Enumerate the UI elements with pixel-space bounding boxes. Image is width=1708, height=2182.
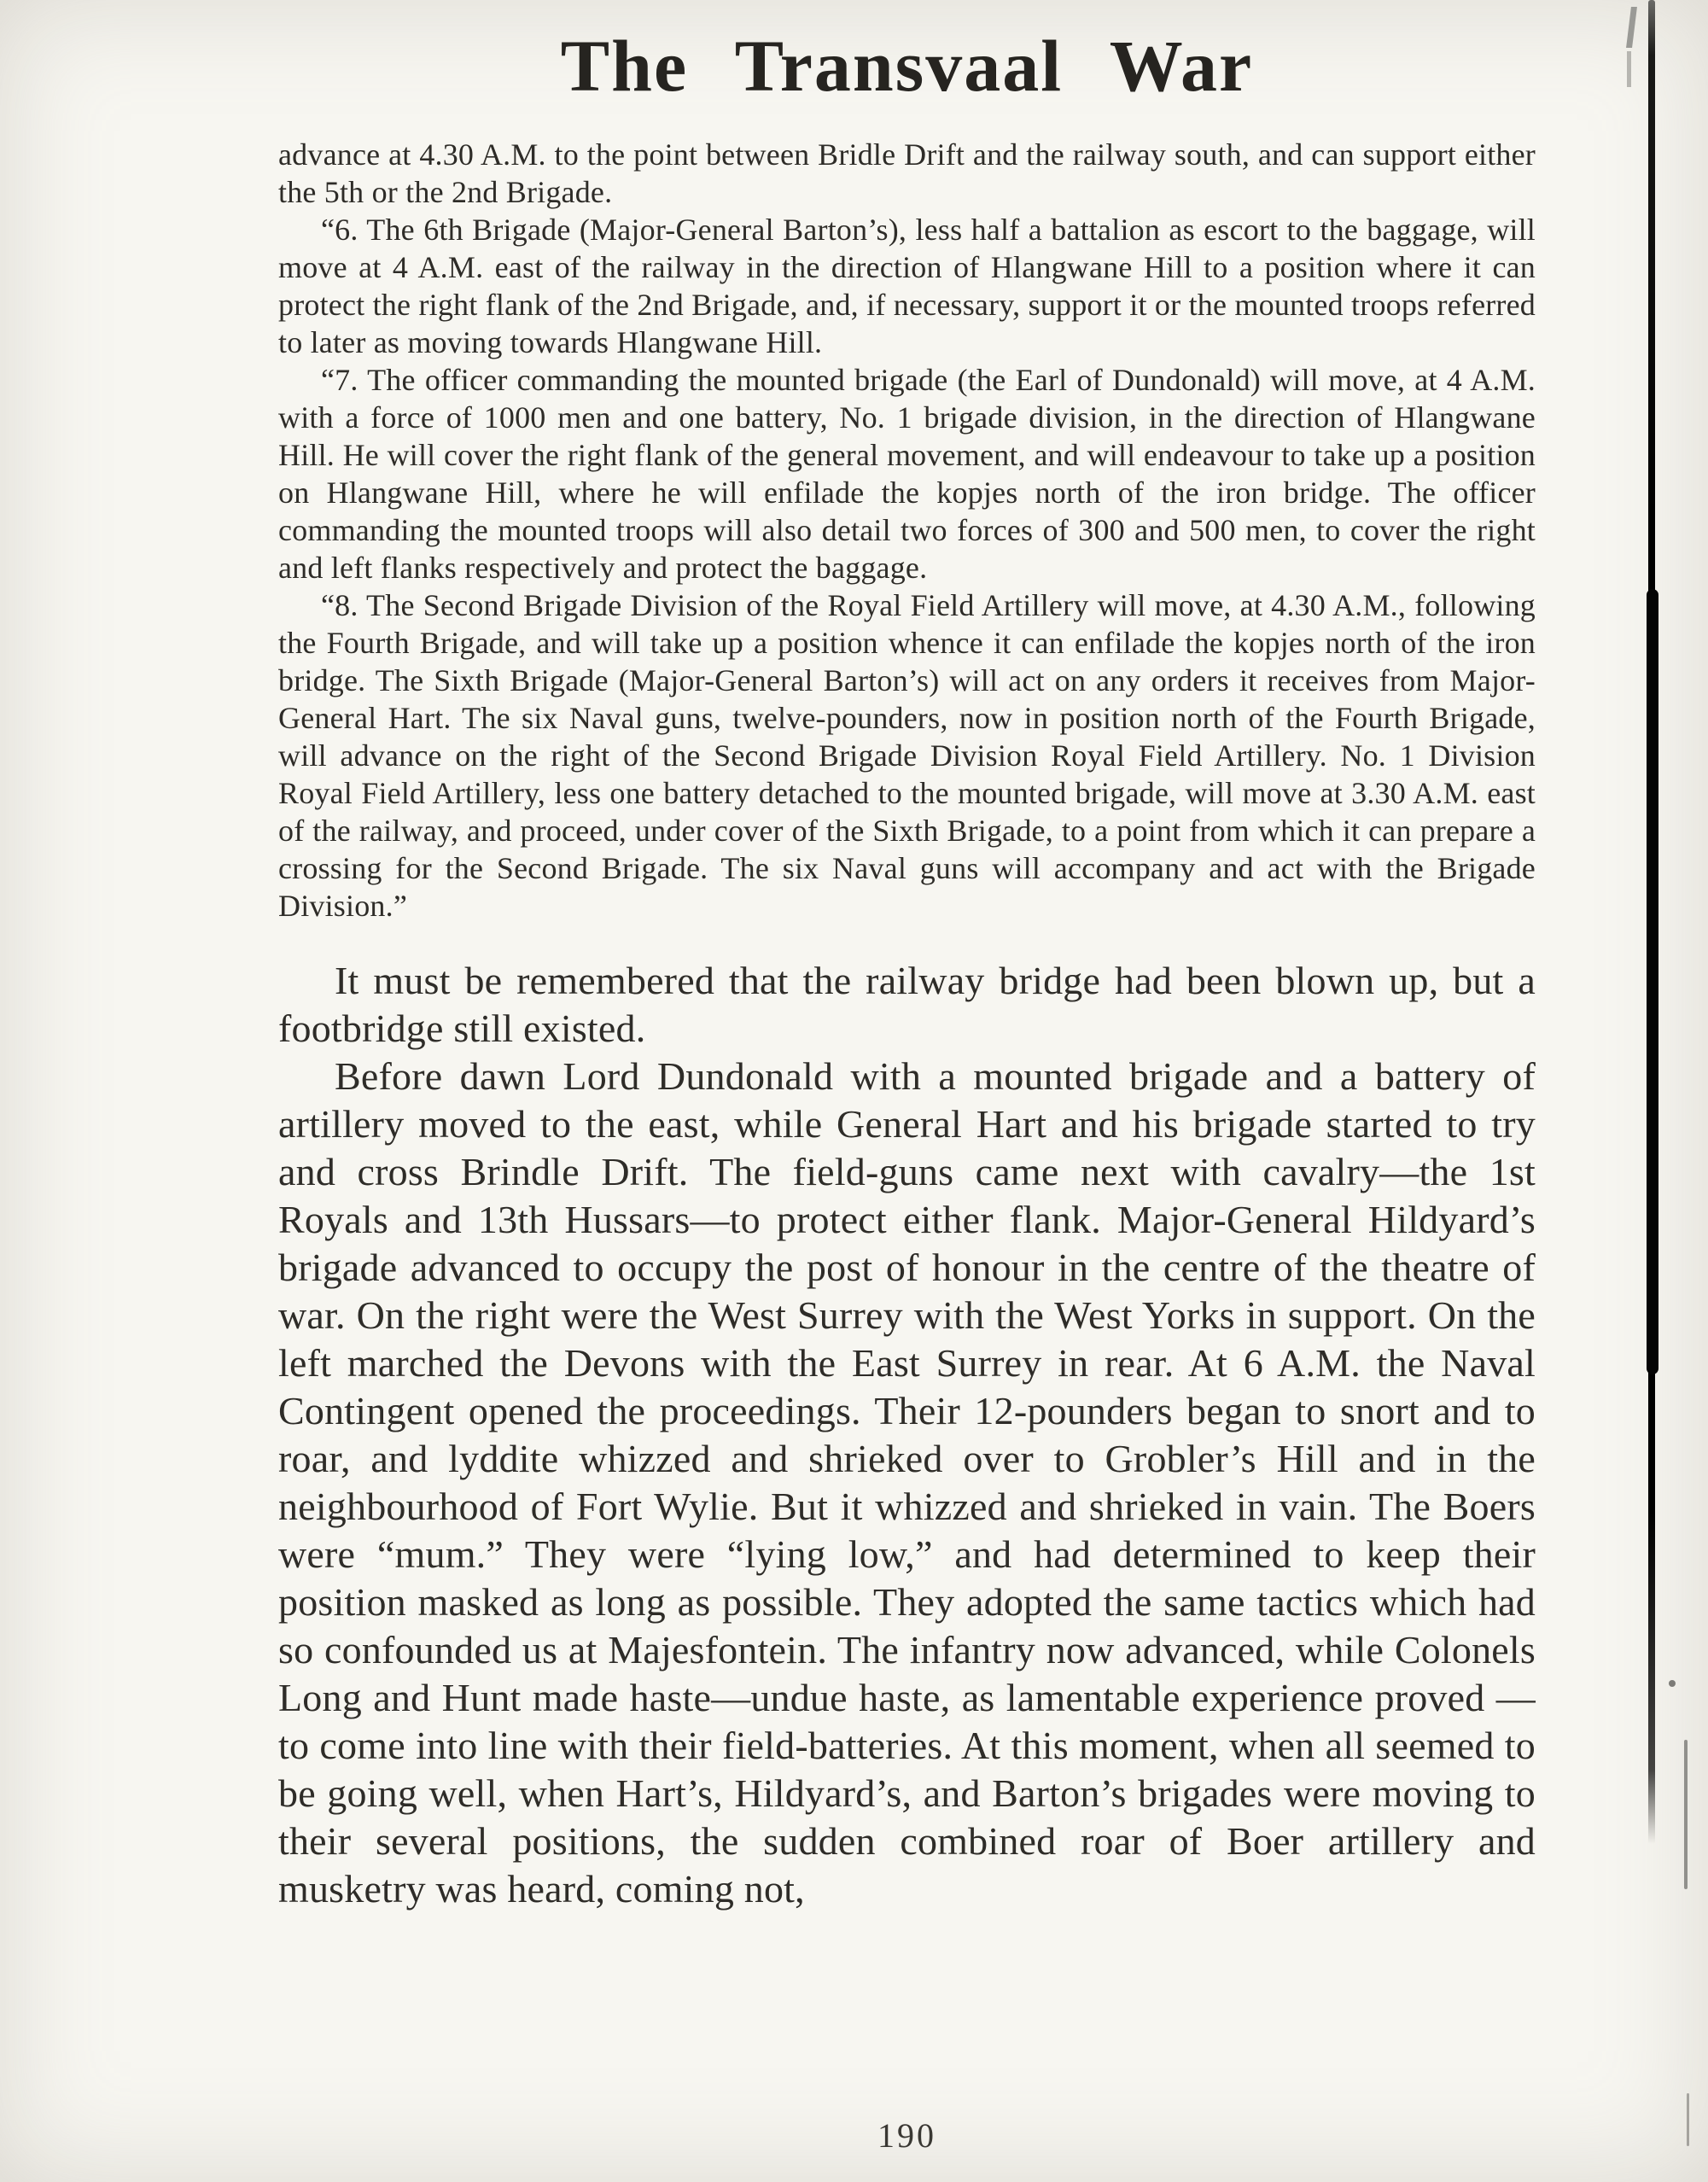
scan-artifact-bottom-dash (1687, 2093, 1689, 2146)
orders-paragraph-continuation: advance at 4.30 A.M. to the point between Bridle Drift and the railway south, and can support either the 5th or the 2nd Brigade. (278, 137, 1536, 209)
scan-artifact-edge-dash (1684, 1740, 1688, 1889)
body-text-section (278, 957, 1536, 1913)
page-number: 190 (877, 2116, 936, 2155)
orders-paragraph-7: “7. The officer commanding the mounted brigade (the Earl of Dundonald) will move, at 4 A.M. with a force of 1000 men and one battery, No. 1 brigade division, in the direction of Hlangwane Hill. He will cover the right flank of the general movement, and will endeavour to take up a position on Hlangwane Hill, where he will enfilade the kopjes north of the iron bridge. The officer commanding the mounted troops will also detail two forces of 300 and 500 men, to cover the right and left flanks respectively and protect the baggage. (278, 362, 1536, 585)
page-title: The Transvaal War (560, 25, 1254, 107)
quoted-orders-section (278, 136, 1536, 925)
scan-artifact-dot (1669, 1680, 1676, 1687)
body-paragraph-railway-bridge: It must be remembered that the railway bridge had been blown up, but a footbridge still existed. (278, 958, 1536, 1050)
orders-paragraph-6: “6. The 6th Brigade (Major-General Barton’s), less half a battalion as escort to the baggage, will move at 4 A.M. east of the railway in the direction of Hlangwane Hill to a position where it can protect the right flank of the 2nd Brigade, and, if necessary, support it or the mounted troops referred to later as moving towards Hlangwane Hill. (278, 212, 1536, 359)
body-paragraph-before-dawn: Before dawn Lord Dundonald with a mounted brigade and a battery of artillery moved to the east, while General Hart and his brigade started to try and cross Brindle Drift. The field-guns came next with cavalry—the 1st Royals and 13th Hussars—to protect either flank. Major-General Hildyard’s brigade advanced to occupy the post of honour in the centre of the theatre of war. On the right were the West Surrey with the West Yorks in support. On the left marched the Devons with the East Surrey in rear. At 6 A.M. the Naval Contingent opened the proceedings. Their 12-pounders began to snort and to roar, and lyddite whizzed and shrieked over to Grobler’s Hill and in the neighbourhood of Fort Wylie. But it whizzed and shrieked in vain. The Boers were “mum.” They were “lying low,” and had determined to keep their position masked as long as possible. They adopted the same tactics which had so confounded us at Majesfontein. The infantry now advanced, while Colonels Long and Hunt made haste—undue haste, as lamentable experience proved — to come into line with their field-batteries. At this moment, when all seemed to be going well, when Hart’s, Hildyard’s, and Barton’s brigades were moving to their several positions, the sudden combined roar of Boer artillery and musketry was heard, coming not, (278, 1053, 1536, 1911)
orders-paragraph-8: “8. The Second Brigade Division of the Royal Field Artillery will move, at 4.30 A.M., following the Fourth Brigade, and will take up a position whence it can enfilade the kopjes north of the iron bridge. The Sixth Brigade (Major-General Barton’s) will act on any orders it receives from Major-General Hart. The six Naval guns, twelve-pounders, now in position north of the Fourth Brigade, will advance on the right of the Second Brigade Division Royal Field Artillery. No. 1 Division Royal Field Artillery, less one battery detached to the mounted brigade, will move at 3.30 A.M. east of the railway, and proceed, under cover of the Sixth Brigade, to a point from which it can prepare a crossing for the Second Brigade. The six Naval guns will accompany and act with the Brigade Division.” (278, 587, 1536, 923)
scan-artifact-corner-mark-secondary (1627, 51, 1631, 87)
scan-artifact-binding-line-bulge (1647, 589, 1658, 1374)
